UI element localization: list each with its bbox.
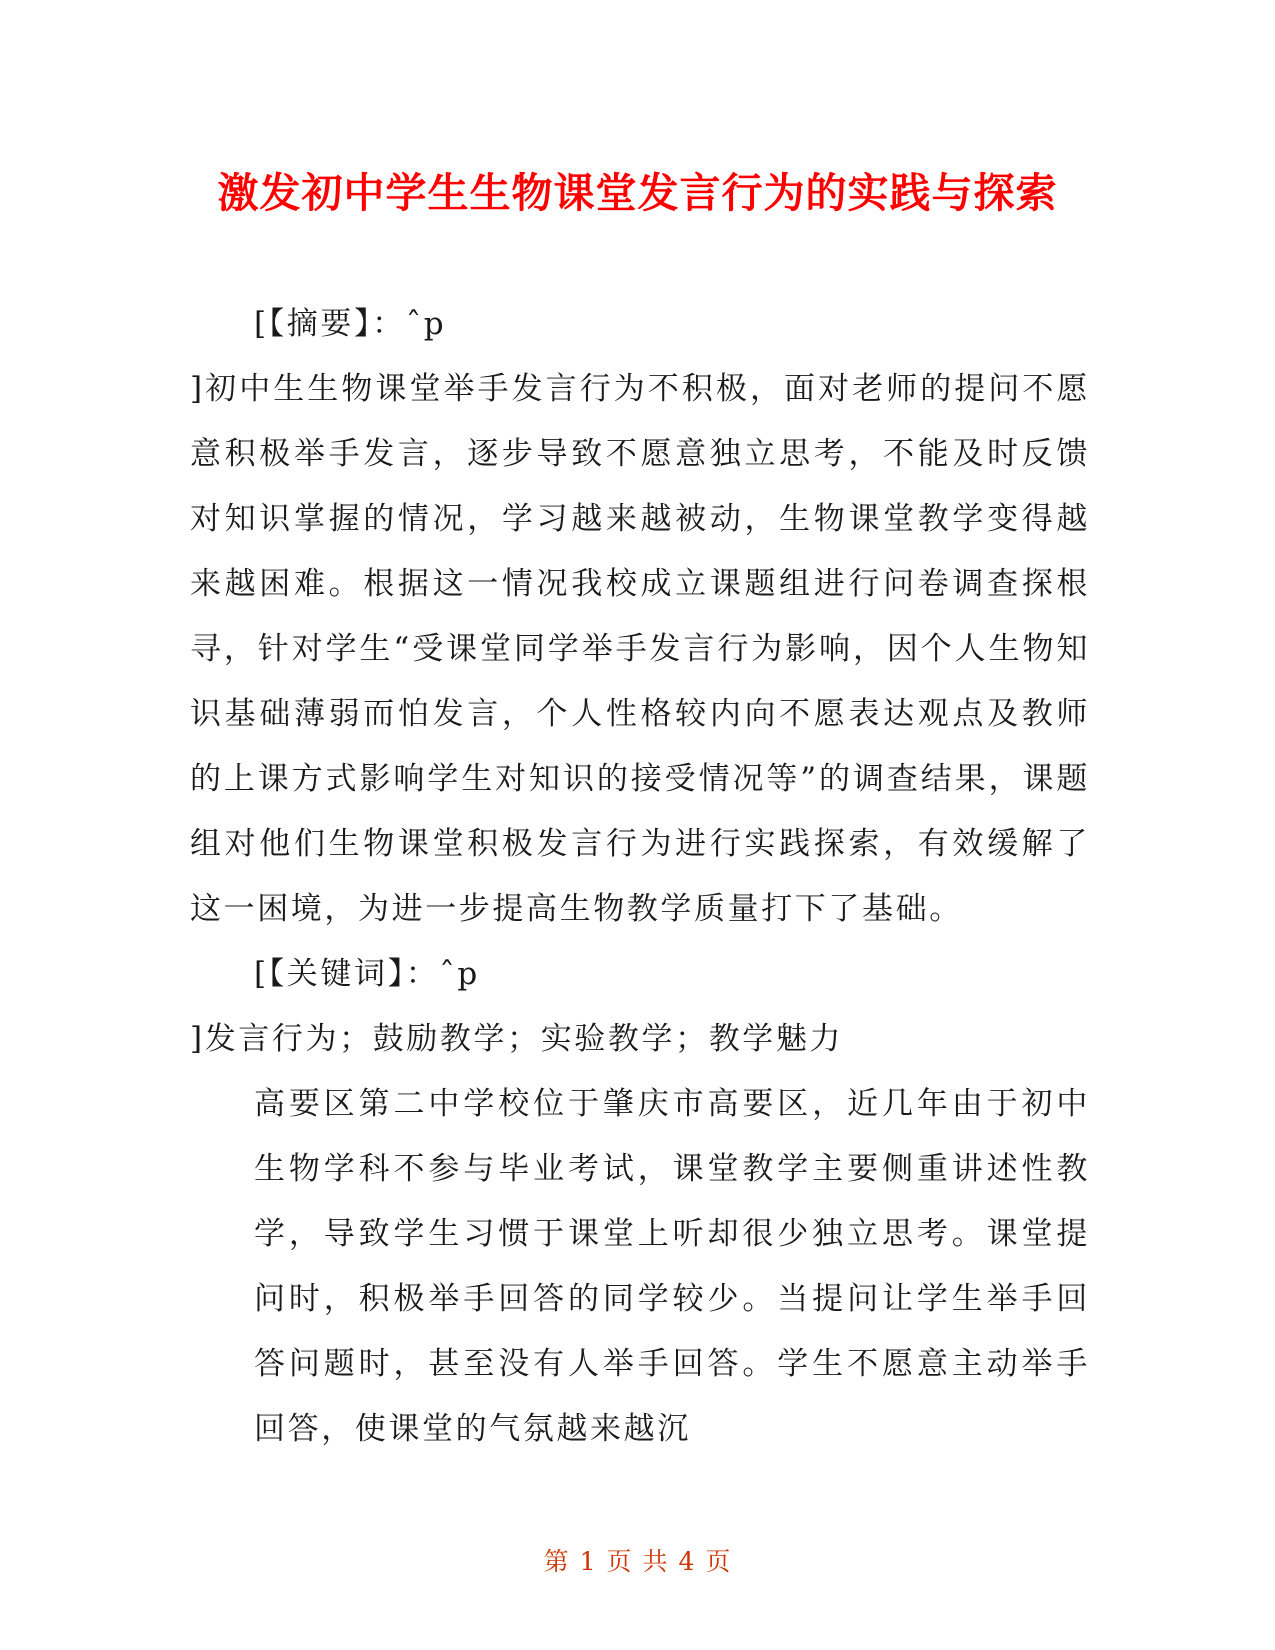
footer-page-number: 1: [579, 1547, 597, 1576]
document-body: [190, 292, 1090, 1462]
page-footer: [0, 1542, 1275, 1578]
footer-page-word: 第: [543, 1547, 570, 1576]
abstract-label: [【摘要】：ˆp: [254, 306, 447, 342]
footer-total-pages: 4: [678, 1547, 696, 1576]
keywords-text: ]发言行为；鼓励教学；实验教学；教学魅力: [190, 1021, 844, 1057]
footer-total-word: 共: [642, 1547, 669, 1576]
document-title: 激发初中学生生物课堂发言行为的实践与探索: [217, 169, 1058, 217]
keywords-label: [【关键词】：ˆp: [254, 956, 480, 992]
footer-total-suffix: 页: [705, 1547, 732, 1576]
abstract-text: ]初中生生物课堂举手发言行为不积极，面对老师的提问不愿意积极举手发言，逐步导致不愿意独立思考，不能及时反馈对知识掌握的情况，学习越来越被动，生物课堂教学变得越来越困难。根据这一情况我校成立课题组进行问卷调查探根寻，针对学生“受课堂同学举手发言行为影响，因个人生物知识基础薄弱而怕发言，个人性格较内向不愿表达观点及教师的上课方式影响学生对知识的接受情况等”的调查结果，课题组对他们生物课堂积极发言行为进行实践探索，有效缓解了这一困境，为进一步提高生物教学质量打下了基础。: [190, 371, 1090, 927]
body-paragraph: 高要区第二中学校位于肇庆市高要区，近几年由于初中生物学科不参与毕业考试，课堂教学主要侧重讲述性教学，导致学生习惯于课堂上听却很少独立思考。课堂提问时，积极举手回答的同学较少。当提问让学生举手回答问题时，甚至没有人举手回答。学生不愿意主动举手回答，使课堂的气氛越来越沉: [254, 1086, 1090, 1447]
footer-page-suffix: 页: [606, 1547, 633, 1576]
